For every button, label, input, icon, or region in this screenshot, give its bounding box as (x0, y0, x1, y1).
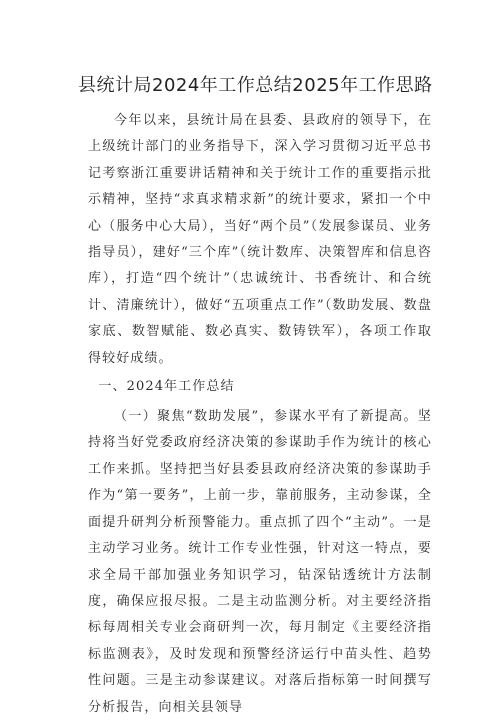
document-title: 县统计局2024年工作总结2025年工作思路 (78, 75, 433, 96)
section-heading: 一、2024年工作总结 (98, 379, 235, 395)
document-body (88, 108, 432, 721)
section-paragraph: （一）聚焦“数助发展”，参谋水平有了新提高。坚持将当好党委政府经济决策的参谋助手作为统计的核心工作来抓。坚持把当好县委县政府经济决策的参谋助手作为“第一要务”，上前一步，靠前服务，主动参谋，全面提升研判分析预警能力。重点抓了四个“主动”。一是主动学习业务。统计工作专业性强，针对这一特点，要求全局干部加强业务知识学习，钻深钻透统计方法制度，确保应报尽报。二是主动监测分析。对主要经济指标每周相关专业会商研判一次，每月制定《主要经济指标监测表》，及时发现和预警经济运行中苗头性、趋势性问题。三是主动参谋建议。对落后指标第一时间撰写分析报告，向相关县领导 (88, 409, 432, 715)
intro-paragraph: 今年以来，县统计局在县委、县政府的领导下，在上级统计部门的业务指导下，深入学习贯彻习近平总书记考察浙江重要讲话精神和关于统计工作的重要指示批示精神，坚持“求真求精求新”的统计要求，紧扣一个中心（服务中心大局），当好“两个员”（发展参谋员、业务指导员），建好“三个库”（统计数库、决策智库和信息咨库），打造“四个统计”（忠诚统计、书香统计、和合统计、清廉统计），做好“五项重点工作”（数助发展、数盘家底、数智赋能、数必真实、数铸铁军），各项工作取得较好成绩。 (88, 113, 432, 366)
